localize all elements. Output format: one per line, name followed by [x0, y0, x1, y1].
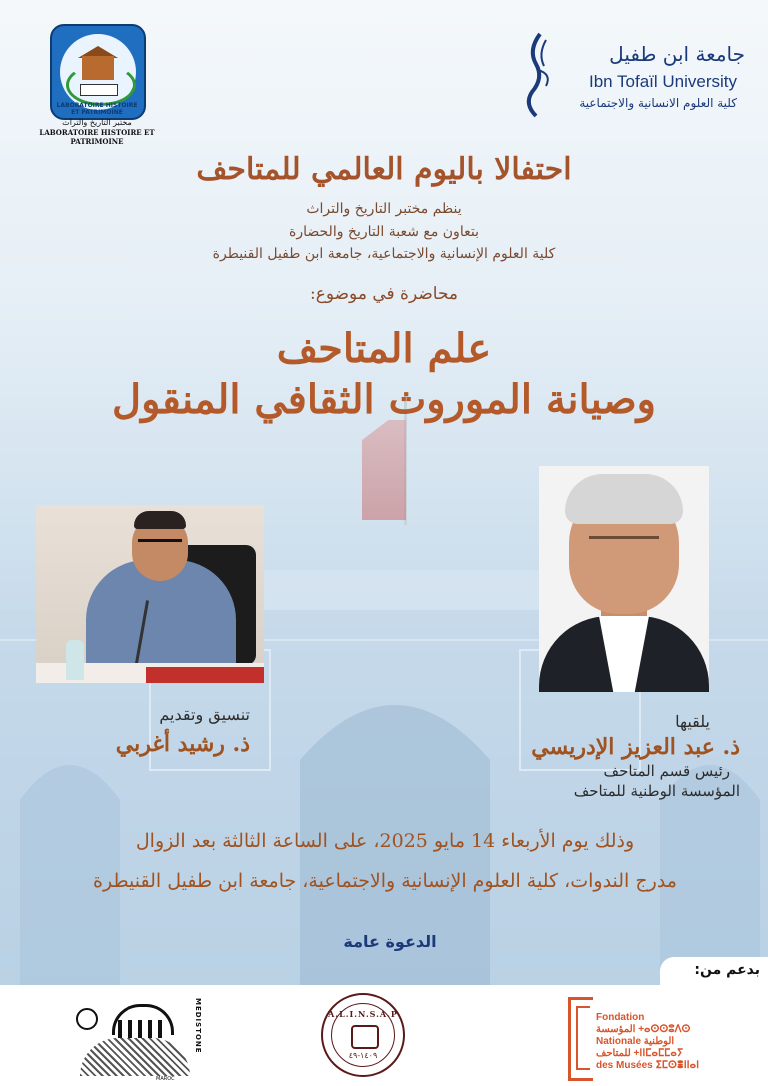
stones-icon [80, 1038, 190, 1076]
lab-logo-emblem [60, 34, 136, 110]
topic-line-2: وصيانة الموروث الثقافي المنقول [112, 376, 656, 423]
university-name-en: Ibn Tofaïl University [588, 72, 737, 91]
columns-icon [118, 1020, 162, 1038]
book-icon [80, 84, 118, 96]
coordinator-label: تنسيق وتقديم [159, 705, 250, 724]
topic-line-1: علم المتاحف [276, 325, 492, 372]
medistone-logo [70, 998, 210, 1086]
flag [362, 420, 406, 520]
coordinator-name: ذ. رشيد أغربي [115, 731, 250, 757]
alinsap-logo [321, 993, 405, 1077]
support-label: بدعم من: [694, 962, 760, 978]
coordinator-photo [36, 505, 264, 683]
university-name-ar: جامعة ابن طفيل [609, 42, 745, 66]
alinsap-date: ١٤٠٩-٤٩ [348, 1051, 378, 1060]
medistone-sub: MAROC [156, 1076, 175, 1082]
event-datetime: وذلك يوم الأربعاء 14 مايو 2025، على الساعة الثالثة بعد الزوال [135, 830, 635, 852]
event-venue: مدرج الندوات، كلية العلوم الإنسانية والاجتماعية، جامعة ابن طفيل القنيطرة [93, 870, 677, 892]
speaker-institution: المؤسسة الوطنية للمتاحف [573, 782, 740, 800]
seal-icon [351, 1025, 379, 1049]
eye-icon [76, 1008, 98, 1030]
speaker-label: يلقيها [675, 712, 710, 731]
fnm-logo-text: Fondation المؤسسة +ⴰⵙⵙⵓⴷⵙ Nationale الوطنية للمتاحف +ⵏⵏⵎⴰⵎⵎⴰⵢ des Musées ⵉⵎⵙⴻⵏⵏⴰⵏ [596, 1012, 700, 1071]
lecture-intro: محاضرة في موضوع: [309, 284, 459, 304]
university-faculty: كلية العلوم الانسانية والاجتماعية [579, 96, 737, 110]
celebration-title: احتفالا باليوم العالمي للمتاحف [196, 152, 572, 187]
lab-name-ar: مختبر التاريخ والتراث [62, 118, 132, 127]
faculty-line: كلية العلوم الإنسانية والاجتماعية، جامعة ابن طفيل القنيطرة [212, 246, 556, 262]
speaker-photo [539, 466, 709, 692]
house-icon [82, 56, 114, 80]
cooperation-line: بتعاون مع شعبة التاريخ والحضارة [289, 224, 479, 240]
medistone-text: MEDISTONE [194, 998, 202, 1054]
water-bottle [66, 640, 84, 680]
lab-name-fr: LABORATOIRE HISTOIRE ET PATRIMOINE [39, 128, 155, 146]
university-logo-icon [518, 30, 558, 120]
public-invitation: الدعوة عامة [343, 932, 437, 951]
speaker-name: ذ. عبد العزيز الإدريسي [531, 734, 740, 760]
alinsap-text: A.L.I.N.S.A.P [328, 1009, 398, 1019]
lab-logo-caption: LABORATOIRE HISTOIRE ET PATRIMOINE [56, 102, 138, 116]
speaker-role: رئيس قسم المتاحف [603, 762, 730, 780]
organizer-line: ينظم مختبر التاريخ والتراث [306, 201, 462, 217]
